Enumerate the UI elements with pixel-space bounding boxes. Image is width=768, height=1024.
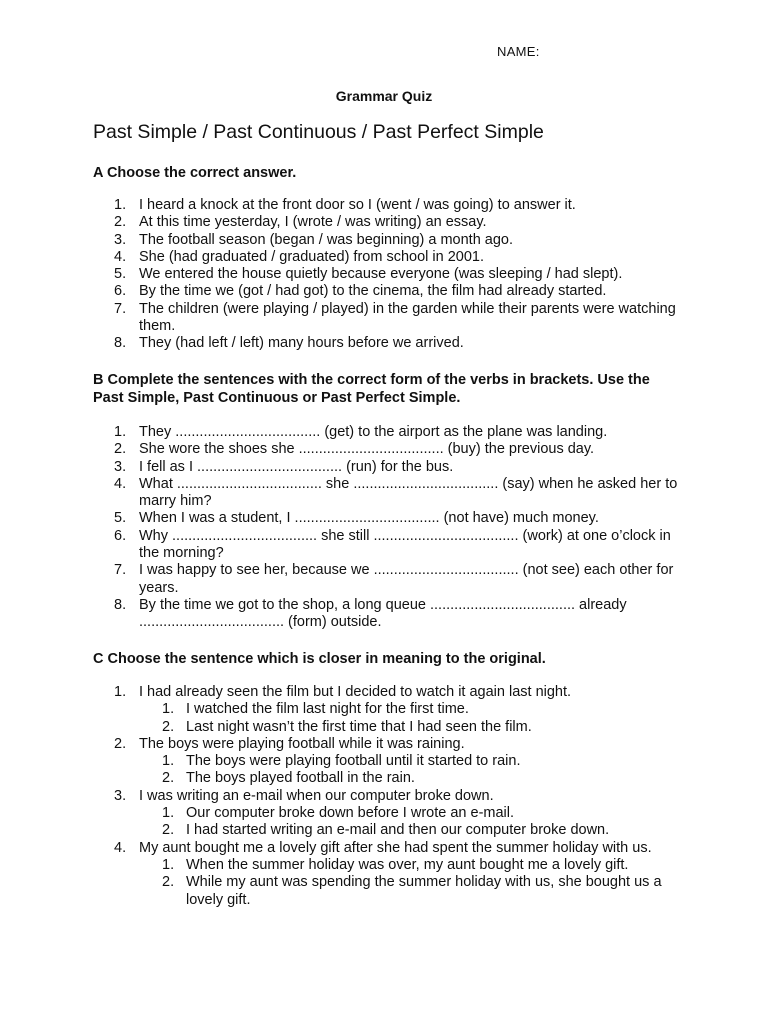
option-text: I watched the film last night for the first time.	[186, 701, 469, 718]
item-text: At this time yesterday, I (wrote / was writing) an essay.	[139, 214, 487, 231]
option-number: 1.	[162, 856, 175, 873]
option-number: 1.	[162, 753, 175, 770]
item-number: 1.	[114, 197, 127, 213]
option-text: The boys were playing football until it started to rain.	[186, 753, 521, 770]
option-item	[139, 770, 678, 787]
list-item	[93, 301, 678, 336]
option-list	[139, 701, 678, 736]
section-b-list	[93, 424, 678, 632]
item-number: 5.	[114, 510, 127, 527]
item-text: We entered the house quietly because everyone (was sleeping / had slept).	[139, 266, 623, 283]
option-number: 2.	[162, 718, 175, 735]
option-number: 1.	[162, 701, 175, 718]
list-item	[93, 266, 678, 283]
item-text: Why .................................... she still .................................... (work) at one o’clock in the morning?	[139, 527, 671, 562]
item-number: 7.	[114, 300, 127, 317]
section-a-list	[93, 197, 678, 353]
item-number: 2.	[114, 214, 127, 231]
item-text: I heard a knock at the front door so I (went / was going) to answer it.	[139, 197, 576, 213]
item-number: 6.	[114, 527, 127, 544]
option-item	[139, 805, 678, 822]
item-text: By the time we got to the shop, a long queue .................................... already .................................... (form) outside.	[139, 596, 627, 631]
item-text: When I was a student, I .................................... (not have) much money.	[139, 510, 599, 527]
list-item	[93, 684, 678, 736]
item-number: 4.	[114, 839, 127, 856]
item-number: 8.	[114, 596, 127, 613]
list-item	[93, 283, 678, 300]
item-number: 1.	[114, 424, 127, 440]
list-item	[93, 597, 678, 632]
list-item	[93, 424, 678, 441]
section-c-list	[93, 684, 678, 909]
item-number: 3.	[114, 231, 127, 248]
item-number: 3.	[114, 458, 127, 475]
item-text: They (had left / left) many hours before we arrived.	[139, 335, 464, 352]
option-number: 2.	[162, 770, 175, 787]
section-a-heading: A Choose the correct answer.	[93, 165, 297, 181]
item-number: 5.	[114, 266, 127, 283]
option-item	[139, 822, 678, 839]
option-text: Our computer broke down before I wrote an e-mail.	[186, 805, 515, 822]
item-text: The children (were playing / played) in the garden while their parents were watching them.	[139, 300, 676, 335]
item-text: The football season (began / was beginning) a month ago.	[139, 231, 514, 248]
item-text: By the time we (got / had got) to the cinema, the film had already started.	[139, 283, 607, 300]
option-list	[139, 753, 678, 788]
option-list	[139, 805, 678, 840]
list-item	[93, 476, 678, 511]
item-text: They .................................... (get) to the airport as the plane was landing.	[139, 424, 608, 440]
option-text: While my aunt was spending the summer holiday with us, she bought us a lovely gift.	[186, 874, 662, 908]
item-text: The boys were playing football while it was raining.	[139, 735, 465, 752]
item-text: My aunt bought me a lovely gift after she had spent the summer holiday with us.	[139, 839, 652, 856]
list-item	[93, 335, 678, 352]
item-text: She wore the shoes she .................................... (buy) the previous day.	[139, 441, 595, 458]
page-title: Past Simple / Past Continuous / Past Perfect Simple	[93, 121, 544, 143]
item-number: 4.	[114, 248, 127, 265]
name-field-label: NAME:	[497, 44, 540, 59]
item-text: I had already seen the film but I decided to watch it again last night.	[139, 684, 572, 700]
list-item	[93, 840, 678, 909]
item-number: 4.	[114, 475, 127, 492]
list-item	[93, 528, 678, 563]
item-number: 3.	[114, 787, 127, 804]
option-text: I had started writing an e-mail and then our computer broke down.	[186, 822, 610, 839]
list-item	[93, 214, 678, 231]
section-b-heading: B Complete the sentences with the correct form of the verbs in brackets. Use the Past Simple, Past Continuous or Past Perfect Simple.	[93, 372, 650, 406]
option-list	[139, 857, 678, 909]
option-number: 1.	[162, 805, 175, 822]
list-item	[93, 232, 678, 249]
option-number: 2.	[162, 874, 175, 891]
list-item	[93, 249, 678, 266]
list-item	[93, 736, 678, 788]
option-item	[139, 857, 678, 874]
item-number: 8.	[114, 335, 127, 352]
item-text: I was writing an e-mail when our computer broke down.	[139, 787, 494, 804]
list-item	[93, 510, 678, 527]
option-number: 2.	[162, 822, 175, 839]
option-text: The boys played football in the rain.	[186, 770, 415, 787]
list-item	[93, 459, 678, 476]
option-text: When the summer holiday was over, my aunt bought me a lovely gift.	[186, 856, 629, 873]
item-text: What .................................... she .................................... (say) when he asked her to marry him?	[139, 475, 678, 510]
list-item	[93, 562, 678, 597]
item-number: 2.	[114, 735, 127, 752]
item-text: I was happy to see her, because we .................................... (not see) each other for years.	[139, 562, 674, 596]
item-number: 7.	[114, 562, 127, 579]
section-c-heading: C Choose the sentence which is closer in meaning to the original.	[93, 651, 546, 667]
option-item	[139, 753, 678, 770]
option-item	[139, 701, 678, 718]
item-number: 6.	[114, 283, 127, 300]
option-item	[139, 719, 678, 736]
list-item	[93, 441, 678, 458]
item-number: 2.	[114, 441, 127, 458]
list-item	[93, 197, 678, 214]
item-text: She (had graduated / graduated) from school in 2001.	[139, 248, 485, 265]
quiz-title: Grammar Quiz	[335, 88, 433, 104]
option-item	[139, 874, 678, 909]
list-item	[93, 788, 678, 840]
item-text: I fell as I .................................... (run) for the bus.	[139, 458, 454, 475]
option-text: Last night wasn’t the first time that I had seen the film.	[186, 718, 532, 735]
item-number: 1.	[114, 684, 127, 700]
